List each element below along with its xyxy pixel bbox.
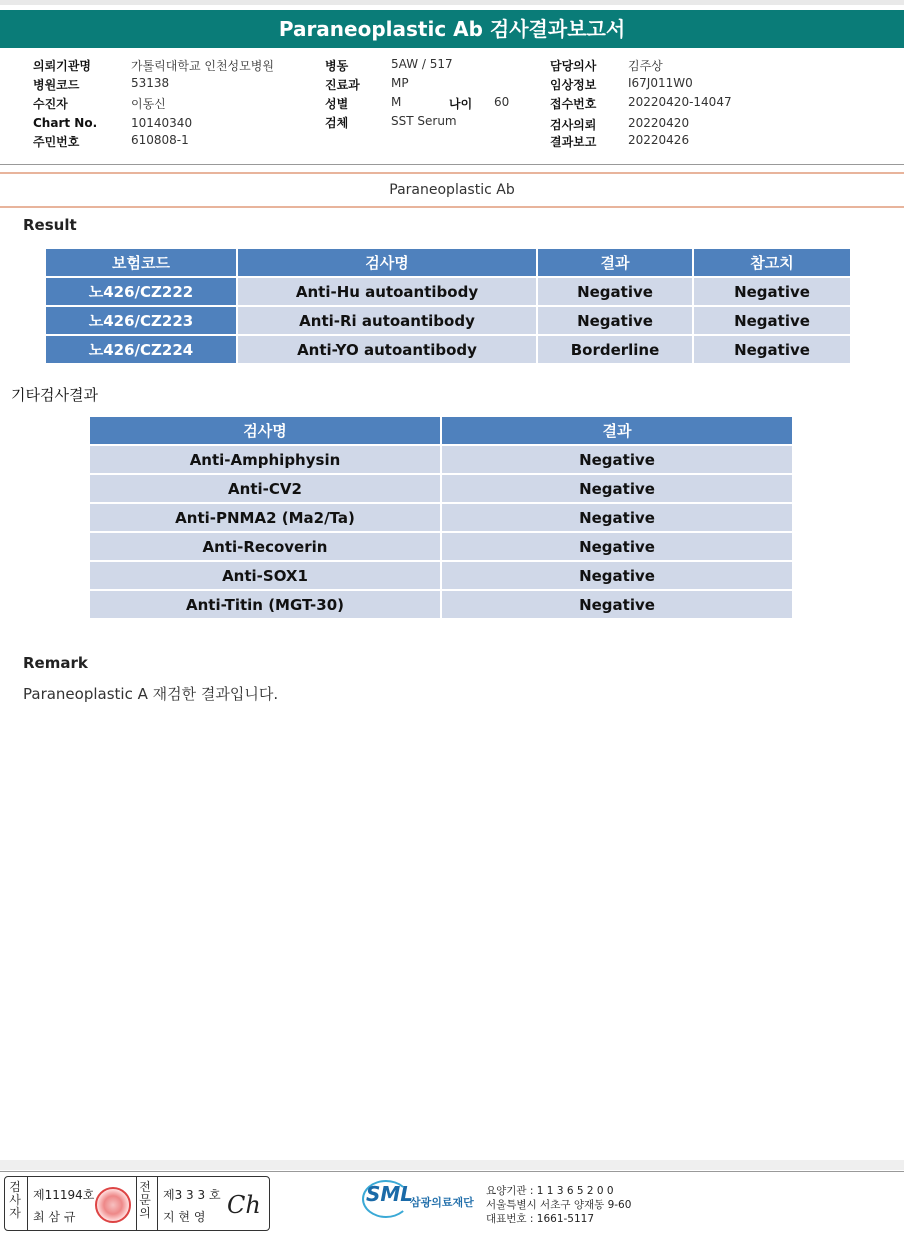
test-name: Anti-YO autoantibody (237, 335, 537, 364)
info-value: 53138 (131, 76, 170, 90)
column-header: 검사명 (89, 416, 441, 445)
reference-value: Negative (693, 335, 851, 364)
info-label: 결과보고 (550, 135, 597, 149)
box-divider (27, 1177, 28, 1230)
tester-label: 검 사 자 (9, 1180, 21, 1220)
reference-value: Negative (693, 306, 851, 335)
test-name: Anti-PNMA2 (Ma2/Ta) (89, 503, 441, 532)
info-label-age: 나이 (449, 97, 473, 111)
signature-icon: Ch (227, 1191, 261, 1219)
info-label: 성별 (325, 97, 349, 111)
reviewer-name: 지 현 영 (163, 1210, 206, 1224)
test-name: Anti-SOX1 (89, 561, 441, 590)
other-results-heading: 기타검사결과 (11, 386, 98, 404)
table-row (89, 561, 793, 590)
info-label: 검사의뢰 (550, 118, 597, 132)
test-result: Borderline (537, 335, 693, 364)
test-result: Negative (537, 277, 693, 306)
info-value: 20220426 (628, 133, 690, 147)
info-value: 5AW / 517 (391, 57, 453, 71)
table-row (45, 306, 851, 335)
info-value: 10140340 (131, 116, 193, 130)
address-line: 서울특별시 서초구 양재동 9-60 (486, 1199, 632, 1211)
info-label: 검체 (325, 116, 349, 130)
insurance-code: 노426/CZ222 (45, 277, 237, 306)
info-value: 20220420-14047 (628, 95, 732, 109)
result-table (44, 247, 852, 365)
test-result: Negative (441, 503, 793, 532)
info-value: 20220420 (628, 116, 690, 130)
seal-stamp-icon (95, 1187, 131, 1223)
logo-text: SML (366, 1182, 414, 1206)
info-value: I67J011W0 (628, 76, 693, 90)
test-result: Negative (441, 561, 793, 590)
reviewer-license: 제3 3 3 호 (163, 1188, 221, 1202)
test-result: Negative (441, 445, 793, 474)
table-row (45, 335, 851, 364)
info-label: 담당의사 (550, 59, 597, 73)
column-header: 결과 (441, 416, 793, 445)
table-row (89, 503, 793, 532)
footer-divider (0, 1171, 904, 1172)
column-header: 참고치 (693, 248, 851, 277)
info-value: 가톨릭대학교 인천성모병원 (131, 59, 274, 73)
org-name: 삼광의료재단 (410, 1196, 474, 1209)
info-label: 진료과 (325, 78, 360, 92)
info-label: 주민번호 (33, 135, 80, 149)
insurance-code: 노426/CZ224 (45, 335, 237, 364)
test-result: Negative (537, 306, 693, 335)
info-value-age: 60 (494, 95, 510, 109)
table-row (89, 445, 793, 474)
section-title: Paraneoplastic Ab (389, 182, 515, 198)
divider (0, 206, 904, 208)
reviewer-label: 전 문 의 (139, 1180, 151, 1220)
test-result: Negative (441, 532, 793, 561)
info-value: MP (391, 76, 409, 90)
box-divider (136, 1177, 137, 1230)
table-row (89, 474, 793, 503)
test-name: Anti-CV2 (89, 474, 441, 503)
insurance-code: 노426/CZ223 (45, 306, 237, 335)
info-label: 의뢰기관명 (33, 59, 91, 73)
box-divider (157, 1177, 158, 1230)
table-header-row (45, 248, 851, 277)
test-name: Anti-Amphiphysin (89, 445, 441, 474)
info-value: 610808-1 (131, 133, 189, 147)
remark-text: Paraneoplastic A 재검한 결과입니다. (23, 685, 279, 703)
info-label: 수진자 (33, 97, 68, 111)
test-name: Anti-Titin (MGT-30) (89, 590, 441, 619)
tester-license: 제11194호 (33, 1188, 95, 1202)
info-value: SST Serum (391, 114, 457, 128)
remark-heading: Remark (23, 654, 88, 672)
info-label: 접수번호 (550, 97, 597, 111)
address-line: 요양기관 : 1 1 3 6 5 2 0 0 (486, 1185, 614, 1197)
address-line: 대표번호 : 1661-5117 (486, 1213, 595, 1225)
test-result: Negative (441, 474, 793, 503)
table-header-row (89, 416, 793, 445)
divider (0, 172, 904, 174)
info-value: 김주상 (628, 59, 663, 73)
test-result: Negative (441, 590, 793, 619)
info-value: 이동신 (131, 97, 166, 111)
info-label: 병원코드 (33, 78, 80, 92)
reference-value: Negative (693, 277, 851, 306)
table-row (45, 277, 851, 306)
tester-name: 최 삼 규 (33, 1210, 76, 1224)
test-name: Anti-Recoverin (89, 532, 441, 561)
column-header: 보험코드 (45, 248, 237, 277)
info-label: 임상정보 (550, 78, 597, 92)
table-row (89, 590, 793, 619)
other-results-table (88, 415, 794, 620)
info-label: Chart No. (33, 116, 98, 130)
test-name: Anti-Hu autoantibody (237, 277, 537, 306)
info-value: M (391, 95, 402, 109)
test-name: Anti-Ri autoantibody (237, 306, 537, 335)
report-title: Paraneoplastic Ab 검사결과보고서 (0, 10, 904, 48)
info-label: 병동 (325, 59, 349, 73)
org-address (486, 1184, 631, 1226)
column-header: 검사명 (237, 248, 537, 277)
result-heading: Result (23, 216, 77, 234)
footer-band (0, 1160, 904, 1170)
column-header: 결과 (537, 248, 693, 277)
divider (0, 164, 904, 165)
signature-box (4, 1176, 270, 1231)
top-border (0, 0, 904, 5)
table-row (89, 532, 793, 561)
